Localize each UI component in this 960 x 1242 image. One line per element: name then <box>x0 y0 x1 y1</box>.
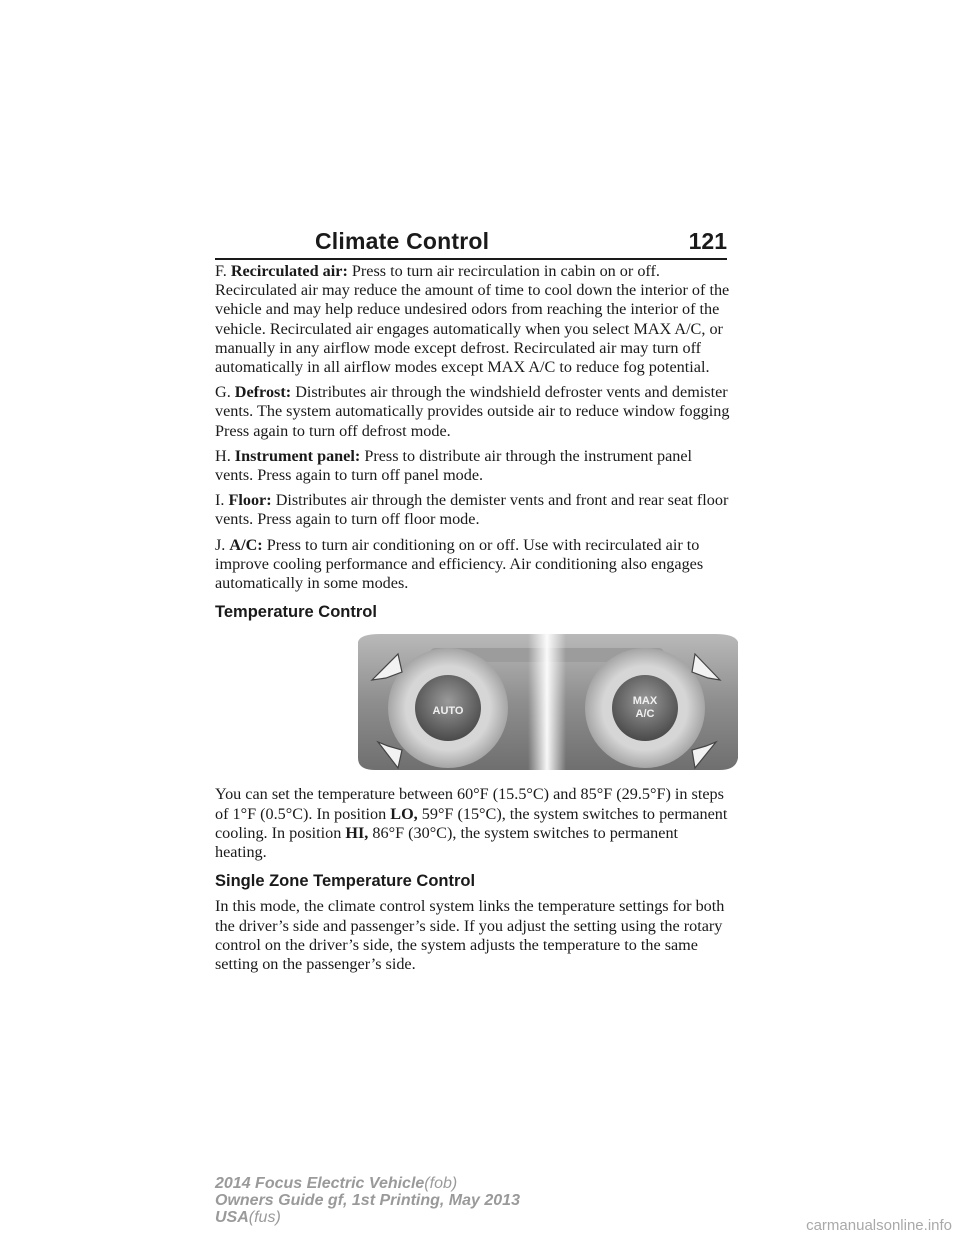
auto-button-label: AUTO <box>432 705 464 718</box>
item-text: Distributes air through the demister vents and front and rear seat floor vents. Press again to turn off floor mode. <box>215 491 729 529</box>
item-letter: I. <box>215 491 229 510</box>
paragraph-instrument-panel <box>215 447 730 485</box>
item-letter: F. <box>215 262 231 280</box>
item-letter: H. <box>215 446 235 465</box>
item-text: Press to turn air recirculation in cabin on or off. Recirculated air may reduce the amount of time to cool down the interior of the vehicle and may help reduce undesired odors from reaching the interior of the vehicle. Recirculated air engages automatically when you select MAX A/C, or manually in any airflow mode except defrost. Recirculated air may turn off automatically in all airflow modes except MAX A/C to reduce fog potential. <box>215 262 730 377</box>
item-term: A/C: <box>229 535 263 554</box>
paragraph-floor <box>215 491 730 529</box>
item-term: Defrost: <box>234 383 292 402</box>
max-label: MAX <box>632 695 658 708</box>
item-term: Floor: <box>228 491 272 510</box>
footer-line-vehicle: 2014 Focus Electric Vehicle(fob) <box>215 1175 458 1192</box>
document-footer <box>215 1175 520 1226</box>
lo-term: LO, <box>390 804 418 823</box>
item-term: Recirculated air: <box>230 262 348 280</box>
section-title: Climate Control <box>315 228 490 254</box>
paragraph-temperature-range <box>215 785 730 862</box>
heading-single-zone: Single Zone Temperature Control <box>215 872 476 891</box>
paragraph-ac <box>215 536 730 594</box>
paragraph-recirculated-air <box>215 262 730 377</box>
watermark: carmanualsonline.info <box>806 1217 952 1234</box>
heading-temperature-control: Temperature Control <box>215 603 377 622</box>
body-text: 86°F (30°C), the system switches to permanent heating. <box>215 823 679 862</box>
footer-line-market: USA(fus) <box>215 1209 281 1226</box>
paragraph-single-zone: In this mode, the climate control system links the temperature settings for both the driver’s side and passenger’s side. If you adjust the setting using the rotary control on the driver’s side, the system adjusts the temperature to the same setting on the passenger’s side. <box>215 897 725 974</box>
footer-line-printing: Owners Guide gf, 1st Printing, May 2013 <box>215 1192 520 1209</box>
page-number: 121 <box>688 228 727 254</box>
hi-term: HI, <box>345 823 369 842</box>
body-text: You can set the temperature between 60°F (15.5°C) and 85°F (29.5°F) in steps of 1°F (0.5°C). In position <box>215 785 724 823</box>
header-divider <box>215 258 727 260</box>
item-term: Instrument panel: <box>234 446 361 465</box>
item-text: Press to turn air conditioning on or off. Use with recirculated air to improve cooling performance and efficiency. Air conditioning also engages automatically in some modes. <box>215 535 704 593</box>
paragraph-defrost <box>215 383 730 441</box>
climate-control-panel-illustration <box>350 630 745 775</box>
item-text: Press to distribute air through the instrument panel vents. Press again to turn off panel mode. <box>215 446 693 485</box>
control-panel-drawing <box>350 630 745 775</box>
body-text: 59°F (15°C), the system switches to permanent cooling. In position <box>215 804 728 842</box>
page-content <box>215 262 730 980</box>
item-letter: G. <box>215 383 235 402</box>
page-header <box>215 228 727 260</box>
item-letter: J. <box>215 535 230 554</box>
item-text: Distributes air through the windshield defroster vents and demister vents. The system automatically provides outside air to reduce window fogging Press again to turn off defrost mode. <box>215 383 730 440</box>
ac-label: A/C <box>635 708 655 721</box>
